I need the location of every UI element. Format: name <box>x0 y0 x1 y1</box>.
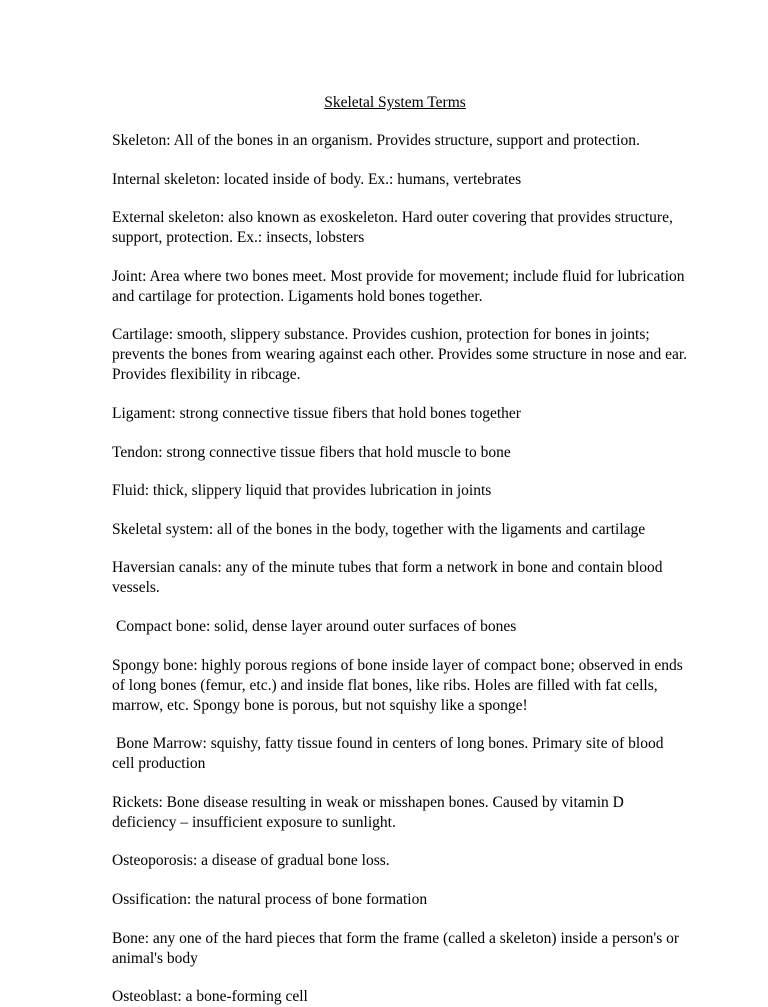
term-cartilage: Cartilage: smooth, slippery substance. Provides cushion, protection for bones in joints; prevents the bones from wearing against each other. Provides some structure in nose and ear. Provides flexibility in ribcage. <box>112 326 688 384</box>
term-bone-marrow: Bone Marrow: squishy, fatty tissue found in centers of long bones. Primary site of blood cell production <box>112 735 664 773</box>
term-skeletal-system: Skeletal system: all of the bones in the body, together with the ligaments and cartilage <box>112 520 646 538</box>
term-fluid: Fluid: thick, slippery liquid that provides lubrication in joints <box>112 482 492 500</box>
term-joint: Joint: Area where two bones meet. Most provide for movement; include fluid for lubrication and cartilage for protection. Ligaments hold bones together. <box>112 267 685 305</box>
term-spongy-bone: Spongy bone: highly porous regions of bone inside layer of compact bone; observed in ends of long bones (femur, etc.) and inside flat bones, like ribs. Holes are filled with fat cells, marrow, etc. Spongy bone is porous, but not squishy like a sponge! <box>112 656 683 714</box>
term-ligament: Ligament: strong connective tissue fibers that hold bones together <box>112 404 521 422</box>
term-skeleton: Skeleton: All of the bones in an organism. Provides structure, support and protection. <box>112 132 640 149</box>
term-osteoblast: Osteoblast: a bone-forming cell <box>112 988 308 1006</box>
term-external-skeleton: External skeleton: also known as exoskeleton. Hard outer covering that provides structure, support, protection. Ex.: insects, lobsters <box>112 209 673 247</box>
term-haversian-canals: Haversian canals: any of the minute tubes that form a network in bone and contain blood vessels. <box>112 559 663 597</box>
term-compact-bone: Compact bone: solid, dense layer around outer surfaces of bones <box>116 617 517 635</box>
term-tendon: Tendon: strong connective tissue fibers that hold muscle to bone <box>112 443 511 461</box>
term-rickets: Rickets: Bone disease resulting in weak or misshapen bones. Caused by vitamin D deficiency – insufficient exposure to sunlight. <box>112 793 624 831</box>
term-osteoporosis: Osteoporosis: a disease of gradual bone loss. <box>112 852 390 870</box>
term-ossification: Ossification: the natural process of bone formation <box>112 890 428 908</box>
document-title: Skeletal System Terms <box>324 94 466 111</box>
term-internal-skeleton: Internal skeleton: located inside of body. Ex.: humans, vertebrates <box>112 170 522 188</box>
term-bone: Bone: any one of the hard pieces that form the frame (called a skeleton) inside a person's or animal's body <box>112 929 680 967</box>
